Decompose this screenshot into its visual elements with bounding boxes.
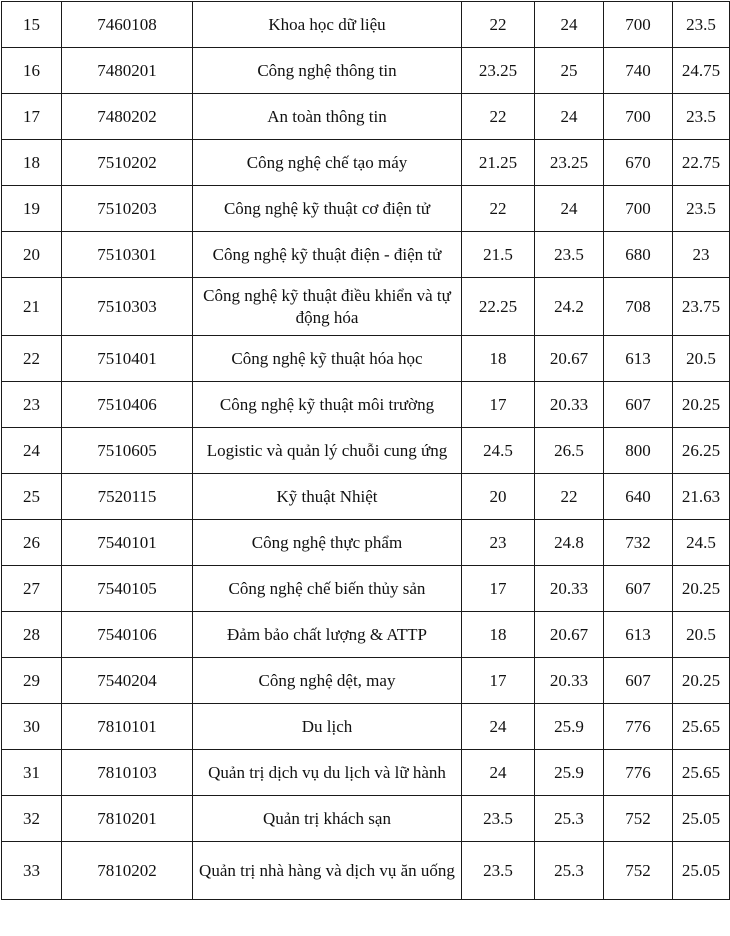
table-row (2, 842, 730, 900)
score-col-2: 20.33 (535, 658, 604, 704)
score-col-3: 700 (604, 94, 673, 140)
score-col-4: 23.5 (673, 186, 730, 232)
score-col-2: 22 (535, 474, 604, 520)
major-code: 7480202 (62, 94, 193, 140)
score-col-4: 22.75 (673, 140, 730, 186)
score-col-2: 24.2 (535, 278, 604, 336)
score-col-4: 20.25 (673, 382, 730, 428)
table-row (2, 796, 730, 842)
score-col-4: 20.5 (673, 612, 730, 658)
score-col-4: 24.5 (673, 520, 730, 566)
table-row (2, 2, 730, 48)
major-name: Công nghệ kỹ thuật hóa học (193, 336, 462, 382)
major-code: 7510202 (62, 140, 193, 186)
table-row (2, 566, 730, 612)
table-row (2, 336, 730, 382)
score-col-1: 20 (462, 474, 535, 520)
score-col-4: 20.5 (673, 336, 730, 382)
score-col-2: 24.8 (535, 520, 604, 566)
row-number: 17 (2, 94, 62, 140)
row-number: 24 (2, 428, 62, 474)
major-code: 7810201 (62, 796, 193, 842)
table-row (2, 704, 730, 750)
score-col-1: 22.25 (462, 278, 535, 336)
major-name: Đảm bảo chất lượng & ATTP (193, 612, 462, 658)
major-name: An toàn thông tin (193, 94, 462, 140)
major-name: Quản trị nhà hàng và dịch vụ ăn uống (193, 842, 462, 900)
score-col-1: 23.25 (462, 48, 535, 94)
score-col-1: 17 (462, 382, 535, 428)
score-col-4: 23 (673, 232, 730, 278)
row-number: 15 (2, 2, 62, 48)
score-col-3: 613 (604, 612, 673, 658)
major-name: Công nghệ thực phẩm (193, 520, 462, 566)
score-col-2: 25 (535, 48, 604, 94)
score-col-4: 20.25 (673, 566, 730, 612)
score-col-4: 24.75 (673, 48, 730, 94)
row-number: 19 (2, 186, 62, 232)
row-number: 20 (2, 232, 62, 278)
score-col-2: 24 (535, 186, 604, 232)
major-code: 7510303 (62, 278, 193, 336)
major-name: Quản trị khách sạn (193, 796, 462, 842)
major-code: 7810202 (62, 842, 193, 900)
major-name: Công nghệ kỹ thuật môi trường (193, 382, 462, 428)
score-col-1: 24 (462, 750, 535, 796)
admission-score-table (1, 1, 730, 900)
table-row (2, 94, 730, 140)
score-col-2: 24 (535, 2, 604, 48)
score-col-3: 670 (604, 140, 673, 186)
major-name: Công nghệ chế tạo máy (193, 140, 462, 186)
major-name: Logistic và quản lý chuỗi cung ứng (193, 428, 462, 474)
table-row (2, 520, 730, 566)
row-number: 26 (2, 520, 62, 566)
score-col-3: 607 (604, 566, 673, 612)
major-name: Du lịch (193, 704, 462, 750)
score-col-1: 22 (462, 94, 535, 140)
score-col-3: 680 (604, 232, 673, 278)
table-row (2, 278, 730, 336)
major-name: Công nghệ chế biến thủy sản (193, 566, 462, 612)
score-col-1: 22 (462, 2, 535, 48)
score-col-1: 18 (462, 612, 535, 658)
score-col-2: 24 (535, 94, 604, 140)
row-number: 21 (2, 278, 62, 336)
major-code: 7460108 (62, 2, 193, 48)
major-code: 7810103 (62, 750, 193, 796)
row-number: 25 (2, 474, 62, 520)
score-col-3: 607 (604, 658, 673, 704)
table-row (2, 186, 730, 232)
table-row (2, 382, 730, 428)
score-col-1: 23 (462, 520, 535, 566)
major-code: 7510406 (62, 382, 193, 428)
score-col-3: 752 (604, 842, 673, 900)
score-col-1: 21.5 (462, 232, 535, 278)
table-row (2, 750, 730, 796)
score-col-2: 23.5 (535, 232, 604, 278)
major-code: 7480201 (62, 48, 193, 94)
major-name: Quản trị dịch vụ du lịch và lữ hành (193, 750, 462, 796)
score-col-2: 23.25 (535, 140, 604, 186)
score-col-3: 640 (604, 474, 673, 520)
score-col-4: 20.25 (673, 658, 730, 704)
major-name: Công nghệ dệt, may (193, 658, 462, 704)
table-row (2, 232, 730, 278)
score-col-2: 25.3 (535, 842, 604, 900)
score-col-2: 25.9 (535, 704, 604, 750)
score-col-1: 23.5 (462, 796, 535, 842)
row-number: 29 (2, 658, 62, 704)
score-col-2: 25.3 (535, 796, 604, 842)
score-col-1: 21.25 (462, 140, 535, 186)
score-col-1: 22 (462, 186, 535, 232)
major-name: Công nghệ kỹ thuật điện - điện tử (193, 232, 462, 278)
score-col-3: 708 (604, 278, 673, 336)
major-name: Công nghệ kỹ thuật cơ điện tử (193, 186, 462, 232)
score-col-2: 26.5 (535, 428, 604, 474)
score-col-1: 24.5 (462, 428, 535, 474)
major-code: 7540204 (62, 658, 193, 704)
score-col-4: 23.5 (673, 2, 730, 48)
score-col-3: 776 (604, 750, 673, 796)
major-name: Kỹ thuật Nhiệt (193, 474, 462, 520)
score-col-4: 25.65 (673, 704, 730, 750)
score-col-3: 740 (604, 48, 673, 94)
row-number: 33 (2, 842, 62, 900)
score-col-4: 25.05 (673, 796, 730, 842)
major-code: 7520115 (62, 474, 193, 520)
score-col-4: 21.63 (673, 474, 730, 520)
table-row (2, 428, 730, 474)
row-number: 28 (2, 612, 62, 658)
table-row (2, 612, 730, 658)
row-number: 22 (2, 336, 62, 382)
score-col-4: 26.25 (673, 428, 730, 474)
major-code: 7510301 (62, 232, 193, 278)
major-code: 7810101 (62, 704, 193, 750)
score-col-3: 700 (604, 186, 673, 232)
score-col-3: 800 (604, 428, 673, 474)
score-col-4: 25.05 (673, 842, 730, 900)
table-row (2, 140, 730, 186)
score-col-2: 25.9 (535, 750, 604, 796)
score-col-1: 18 (462, 336, 535, 382)
score-col-4: 23.5 (673, 94, 730, 140)
major-code: 7540105 (62, 566, 193, 612)
major-name: Khoa học dữ liệu (193, 2, 462, 48)
score-col-3: 607 (604, 382, 673, 428)
row-number: 30 (2, 704, 62, 750)
row-number: 27 (2, 566, 62, 612)
major-code: 7540101 (62, 520, 193, 566)
score-col-1: 24 (462, 704, 535, 750)
table-row (2, 48, 730, 94)
score-col-4: 23.75 (673, 278, 730, 336)
major-name: Công nghệ thông tin (193, 48, 462, 94)
score-col-3: 752 (604, 796, 673, 842)
score-col-3: 700 (604, 2, 673, 48)
row-number: 31 (2, 750, 62, 796)
major-code: 7510605 (62, 428, 193, 474)
row-number: 18 (2, 140, 62, 186)
row-number: 32 (2, 796, 62, 842)
score-col-2: 20.33 (535, 566, 604, 612)
score-col-1: 17 (462, 566, 535, 612)
major-code: 7540106 (62, 612, 193, 658)
score-col-1: 23.5 (462, 842, 535, 900)
score-col-4: 25.65 (673, 750, 730, 796)
score-col-3: 776 (604, 704, 673, 750)
score-col-2: 20.33 (535, 382, 604, 428)
major-code: 7510401 (62, 336, 193, 382)
major-name: Công nghệ kỹ thuật điều khiển và tự động hóa (193, 278, 462, 336)
row-number: 16 (2, 48, 62, 94)
major-code: 7510203 (62, 186, 193, 232)
table-row (2, 658, 730, 704)
score-col-3: 613 (604, 336, 673, 382)
score-col-2: 20.67 (535, 336, 604, 382)
table-row (2, 474, 730, 520)
row-number: 23 (2, 382, 62, 428)
score-col-1: 17 (462, 658, 535, 704)
score-col-3: 732 (604, 520, 673, 566)
score-col-2: 20.67 (535, 612, 604, 658)
